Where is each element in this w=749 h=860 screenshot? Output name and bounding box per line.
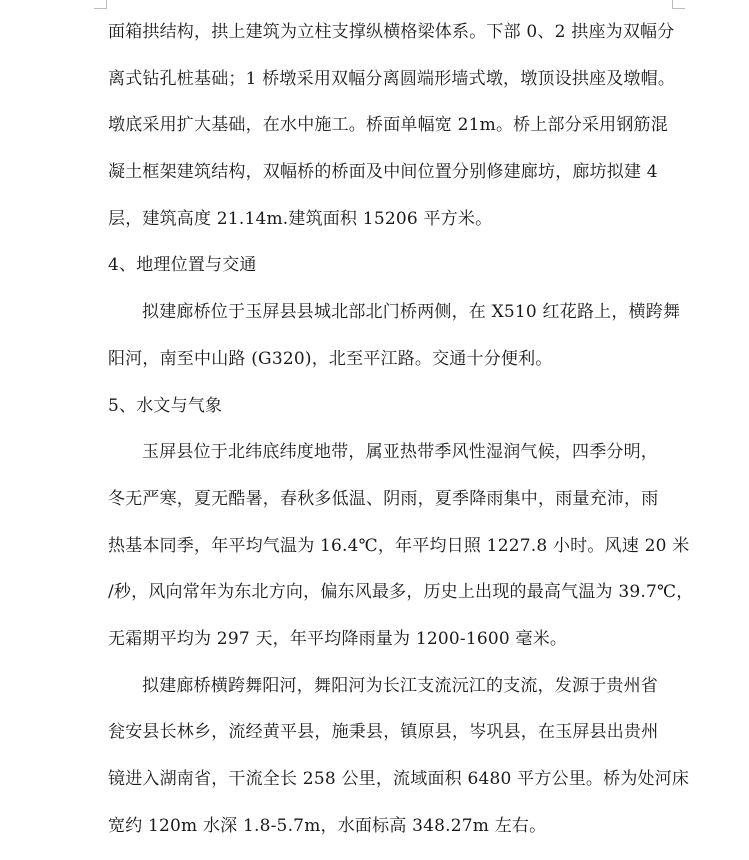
text-line: 镜进入湖南省，干流全长 258 公里，流域面积 6480 平方公里。桥为处河床	[108, 769, 690, 789]
text-line: 瓮安县长林乡，流经黄平县，施秉县，镇原县，岑巩县，在玉屏县出贵州	[108, 722, 659, 743]
text-line: 层，建筑高度 21.14m.建筑面积 15206 平方米。	[108, 208, 493, 229]
text-line: 无霜期平均为 297 天，年平均降雨量为 1200-1600 毫米。	[108, 628, 568, 649]
section-heading-hydrology: 5、水文与气象	[108, 395, 223, 416]
text-line: 阳河，南至中山路 (G320)，北至平江路。交通十分便利。	[108, 348, 553, 369]
text-line: 凝土框架建筑结构，双幅桥的桥面及中间位置分别修建廊坊，廊坊拟建 4	[108, 162, 658, 183]
left-margin-corner-mark	[94, 0, 107, 9]
text-line: 热基本同季，年平均气温为 16.4℃，年平均日照 1227.8 小时。风速 20 米	[108, 535, 690, 556]
text-line: 面箱拱结构，拱上建筑为立柱支撑纵横格梁体系。下部 0、2 拱座为双幅分	[108, 22, 675, 42]
right-margin-corner-mark	[672, 0, 685, 9]
document-body	[108, 12, 694, 852]
text-line: 离式钻孔桩基础；1 桥墩采用双幅分离圆端形墙式墩，墩顶设拱座及墩帽。	[108, 68, 676, 89]
text-line: 墩底采用扩大基础，在水中施工。桥面单幅宽 21m。桥上部分采用钢筋混	[108, 115, 668, 136]
text-line: 玉屏县位于北纬底纬度地带，属亚热带季风性湿润气候，四季分明，	[142, 442, 658, 463]
text-line: 宽约 120m 水深 1.8-5.7m，水面标高 348.27m 左右。	[108, 815, 547, 836]
text-line: 冬无严寒，夏无酷暑，春秋多低温、阴雨，夏季降雨集中，雨量充沛，雨	[108, 488, 659, 509]
text-line: 拟建廊桥位于玉屏县县城北部北门桥两侧，在 X510 红花路上，横跨舞	[142, 302, 681, 323]
text-line: /秒，风向常年为东北方向，偏东风最多，历史上出现的最高气温为 39.7℃，	[108, 582, 694, 603]
section-heading-location: 4、地理位置与交通	[108, 255, 257, 276]
text-line: 拟建廊桥横跨舞阳河，舞阳河为长江支流沅江的支流，发源于贵州省	[142, 675, 658, 696]
